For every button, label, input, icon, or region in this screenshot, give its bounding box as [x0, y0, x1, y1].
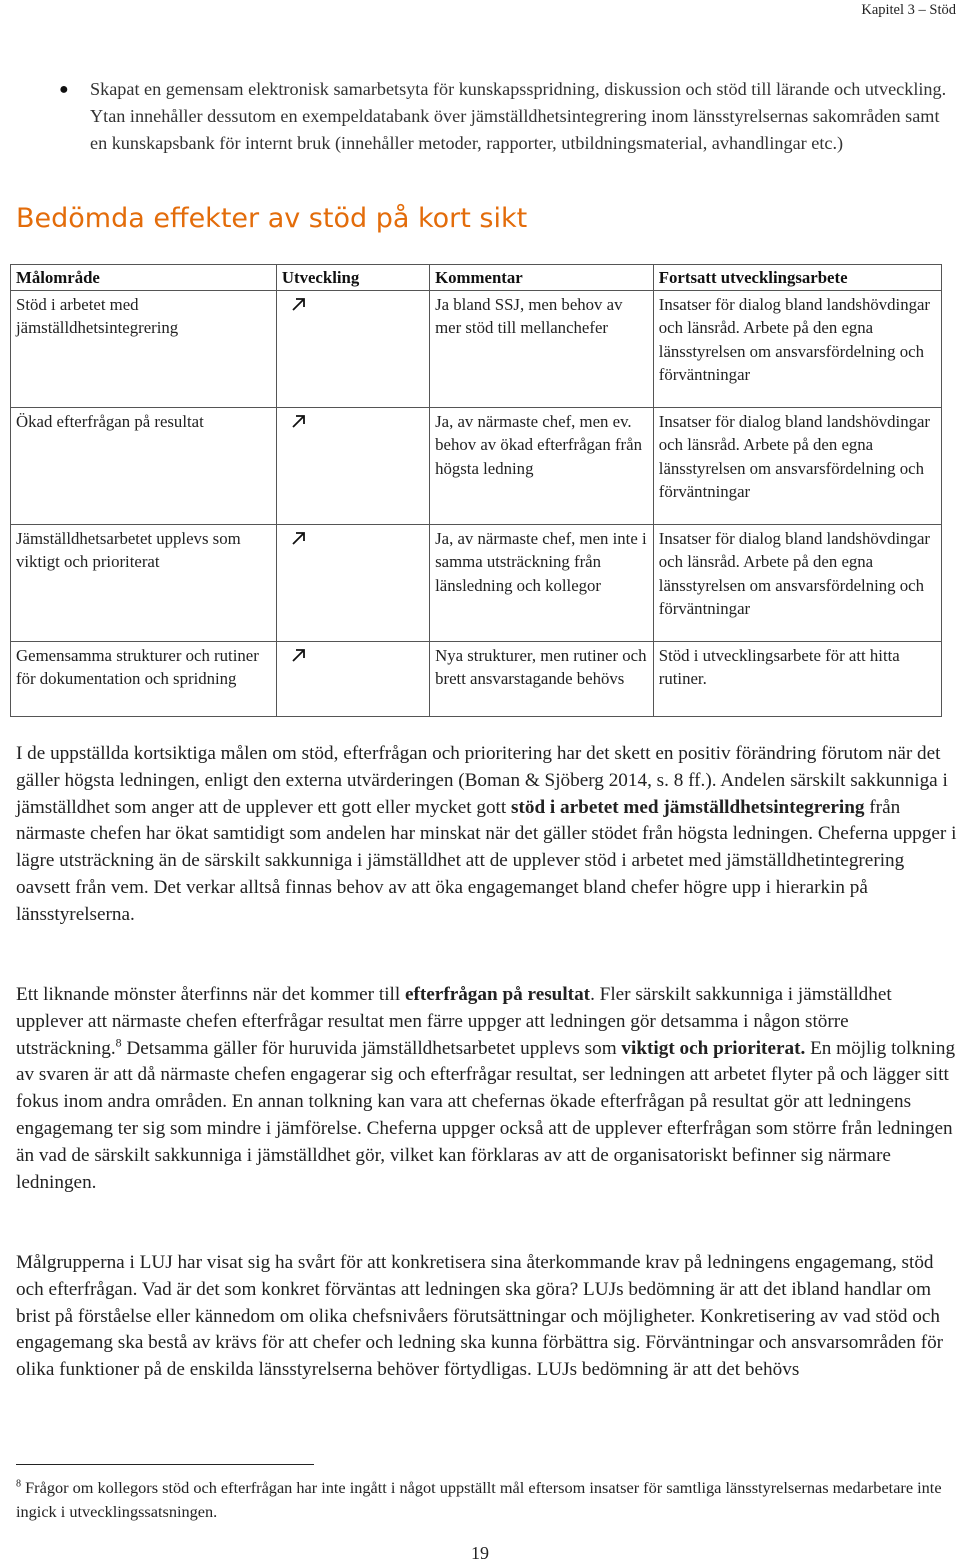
cell-comment: Ja bland SSJ, men behov av mer stöd till mellanchefer — [430, 291, 654, 408]
cell-development — [276, 291, 429, 408]
emphasis-priority: viktigt och prioriterat. — [621, 1037, 806, 1059]
footnote-number: 8 — [16, 1478, 22, 1490]
bullet-text: Skapat en gemensam elektronisk samarbetsyta för kunskapsspridning, diskussion och stöd till lärande och utveckling. Ytan innehåller dessutom en exempeldatabank över jämställdhetsintegrering inom länsstyrelsernas sakområden samt en kunskapsbank för internt bruk (innehåller metoder, rapporter, utbildningsmaterial, avhandlingar etc.) — [90, 79, 947, 154]
cell-continued: Insatser för dialog bland landshövdingar och länsråd. Arbete på den egna länsstyrelsen om ansvarsfördelning och förväntningar — [653, 525, 941, 642]
cell-development — [276, 642, 429, 717]
paragraph-text: från närmaste chefen har ökat samtidigt som andelen har minskat när det gäller stödet från högsta ledningen. Cheferna uppger i lägre utsträckning än de särskilt sakkunniga i jämställdhet att de upplever stöd i arbetet med jämställdhetintegrering oavsett från vem. Det verkar alltså finnas behov av att öka engagemanget bland chefer högre upp i hierarkin på länsstyrelserna. — [16, 796, 957, 925]
header-development: Utveckling — [276, 265, 429, 291]
page-number: 19 — [471, 1543, 489, 1563]
cell-comment: Ja, av närmaste chef, men inte i samma utsträckning från länsledning och kollegor — [430, 525, 654, 642]
header-comment: Kommentar — [430, 265, 654, 291]
table-header-row — [11, 265, 942, 291]
header-target: Målområde — [11, 265, 277, 291]
cell-comment: Ja, av närmaste chef, men ev. behov av ökad efterfrågan från högsta ledning — [430, 408, 654, 525]
chapter-header: Kapitel 3 – Stöd — [861, 2, 956, 18]
up-right-arrow-icon — [290, 529, 308, 547]
cell-continued: Insatser för dialog bland landshövdingar och länsråd. Arbete på den egna länsstyrelsen om ansvarsfördelning och förväntningar — [653, 291, 941, 408]
paragraph-text: Detsamma gäller för huruvida jämställdhetsarbetet upplevs som — [121, 1037, 622, 1059]
emphasis-support: stöd i arbetet med jämställdhetsintegrering — [511, 796, 865, 818]
paragraph-text: . Fler särskilt sakkunniga i jämställdhet upplever att närmaste chefen efterfrågar resultat men färre uppger att ledningen gör detsamma i någon större utsträckning. — [16, 984, 892, 1059]
section-heading: Bedömda effekter av stöd på kort sikt — [16, 203, 528, 234]
footnote — [16, 1476, 951, 1523]
cell-continued: Stöd i utvecklingsarbete för att hitta rutiner. — [653, 642, 941, 717]
table-row — [11, 642, 942, 717]
footnote-reference[interactable]: 8 — [115, 1035, 122, 1050]
paragraph-text: En möjlig tolkning av svaren är att då närmaste chefen engagerar sig och efterfrågar resultat, ser ledningen att arbetet flyter på och lägger sitt fokus inom andra områden. En annan tolkning kan vara att chefernas ökade efterfrågan på resultat gör att ledningens engagemang ter sig som mindre i jämförelse. Cheferna uppger också att de upplever efterfrågan som större från ledningen än vad de särskilt sakkunniga i jämställdhet gör, vilket kan förklaras av att de organisatoriskt befinner sig närmare ledningen. — [16, 1037, 956, 1193]
up-right-arrow-icon — [290, 412, 308, 430]
paragraph-target-groups: Målgrupperna i LUJ har visat sig ha svårt för att konkretisera sina återkommande krav på ledningens engagemang, stöd och efterfrågan. Vad är det som konkret förväntas att ledningen ska göra? LUJs bedömning är att det ibland handlar om brist på förståelse eller kännedom om olika chefsnivåers förutsättningar och möjligheter. Konkretisering av vad stöd och engagemang ska bestå av krävs för att chefer och ledning ska kunna förbättra sig. Förväntningar och ansvarsområden för olika funktioner på de enskilda länsstyrelserna behöver förtydligas. LUJs bedömning är att det behövs — [16, 1252, 944, 1381]
table-row — [11, 408, 942, 525]
paragraph-text: I de uppställda kortsiktiga målen om stöd, efterfrågan och prioritering har det skett en positiv förändring förutom när det gäller högsta ledningen, enligt den externa utvärderingen (Boman & Sjöberg 2014, s. 8 ff.). Andelen särskilt sakkunniga i jämställdhet som anger att de upplever ett gott eller mycket gott — [16, 743, 948, 818]
paragraph-support — [16, 741, 958, 929]
cell-target: Jämställdhetsarbetet upplevs som viktigt och prioriterat — [11, 525, 277, 642]
emphasis-demand: efterfrågan på resultat — [404, 984, 591, 1005]
cell-development — [276, 408, 429, 525]
up-right-arrow-icon — [290, 646, 308, 664]
effects-table — [10, 264, 942, 717]
table-row — [11, 525, 942, 642]
cell-target: Gemensamma strukturer och rutiner för dokumentation och spridning — [11, 642, 277, 717]
cell-target: Stöd i arbetet med jämställdhetsintegrering — [11, 291, 277, 408]
bullet-list-item — [16, 76, 951, 158]
bullet-dot-icon: ● — [59, 81, 69, 98]
footnote-divider — [16, 1464, 314, 1465]
cell-comment: Nya strukturer, men rutiner och brett ansvarstagande behövs — [430, 642, 654, 717]
cell-target: Ökad efterfrågan på resultat — [11, 408, 277, 525]
paragraph-demand — [16, 982, 958, 1196]
cell-development — [276, 525, 429, 642]
table-row — [11, 291, 942, 408]
paragraph-text: Ett liknande mönster återfinns när det kommer till — [16, 984, 405, 1005]
footnote-text: Frågor om kollegors stöd och efterfrågan har inte ingått i något uppställt mål eftersom insatser för samtliga länsstyrelsernas medarbetare inte ingick i utvecklingssatsningen. — [16, 1478, 942, 1521]
header-continued: Fortsatt utvecklingsarbete — [653, 265, 941, 291]
cell-continued: Insatser för dialog bland landshövdingar och länsråd. Arbete på den egna länsstyrelsen om ansvarsfördelning och förväntningar — [653, 408, 941, 525]
up-right-arrow-icon — [290, 295, 308, 313]
